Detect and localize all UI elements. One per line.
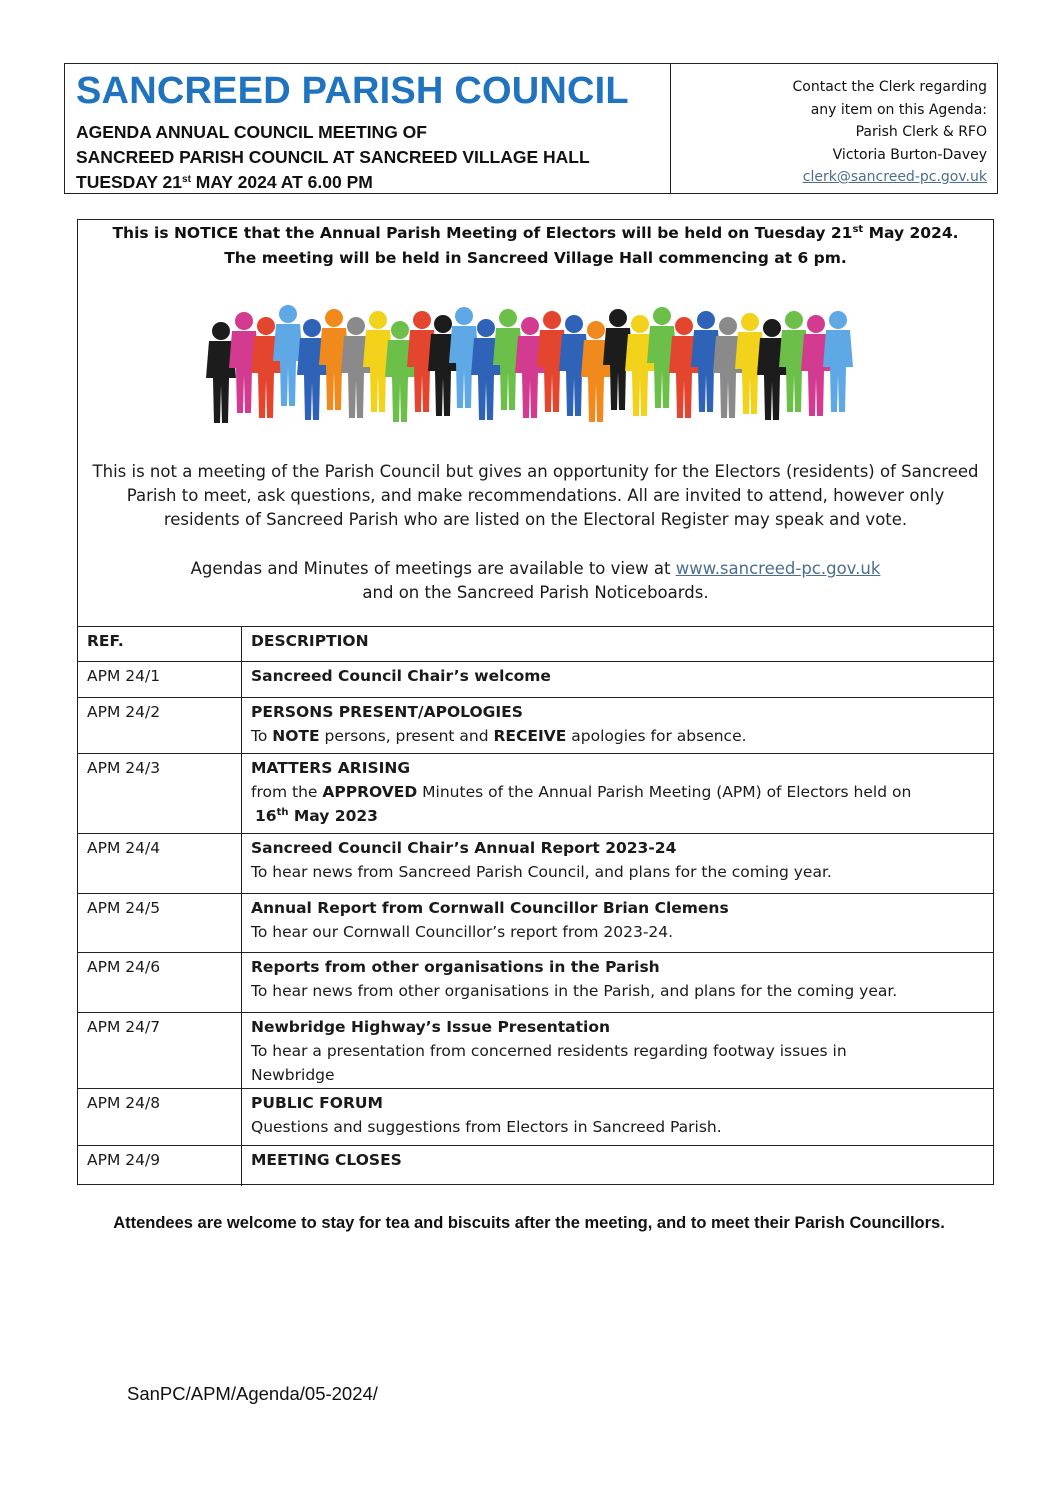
column-header-description: DESCRIPTION bbox=[242, 627, 994, 662]
date-suffix: st bbox=[182, 174, 191, 185]
contact-line: Parish Clerk & RFO bbox=[855, 124, 987, 140]
row-detail-text: Minutes of the Annual Parish Meeting (APM) of Electors held on bbox=[417, 783, 912, 801]
row-detail: To hear a presentation from concerned residents regarding footway issues in bbox=[251, 1042, 847, 1060]
notice-body-line: Parish to meet, ask questions, and make recommendations. All are invited to attend, however only bbox=[126, 486, 945, 505]
table-header-row bbox=[78, 627, 993, 662]
row-title: Annual Report from Cornwall Councillor Brian Clemens bbox=[251, 899, 729, 917]
crowd-illustration bbox=[166, 288, 884, 438]
row-detail: To hear news from Sancreed Parish Council, and plans for the coming year. bbox=[251, 863, 832, 881]
row-detail-bold: NOTE bbox=[272, 727, 320, 745]
row-description bbox=[242, 698, 994, 754]
row-title: PUBLIC FORUM bbox=[251, 1094, 383, 1112]
row-title: Sancreed Council Chair’s welcome bbox=[251, 667, 551, 685]
notice-line-1: This is NOTICE that the Annual Parish Meeting of Electors will be held on Tuesday 21 bbox=[112, 224, 853, 242]
date-suffix: st bbox=[852, 224, 864, 235]
notice-line-2: The meeting will be held in Sancreed Village Hall commencing at 6 pm. bbox=[224, 249, 847, 267]
meeting-date-rest: MAY 2024 AT 6.00 PM bbox=[190, 172, 373, 192]
row-detail bbox=[251, 724, 985, 748]
people-silhouettes bbox=[206, 305, 853, 423]
document-reference: SanPC/APM/Agenda/05-2024/ bbox=[127, 1383, 378, 1404]
row-detail bbox=[251, 780, 985, 804]
website-link[interactable]: www.sancreed-pc.gov.uk bbox=[675, 559, 881, 578]
header-title-block bbox=[65, 64, 671, 193]
clerk-name: Victoria Burton-Davey bbox=[832, 146, 987, 163]
row-ref: APM 24/8 bbox=[78, 1089, 242, 1146]
row-detail: Questions and suggestions from Electors in Sancreed Parish. bbox=[251, 1118, 722, 1136]
contact-line: Contact the Clerk regarding bbox=[792, 79, 987, 95]
row-ref: APM 24/1 bbox=[78, 662, 242, 698]
row-description bbox=[242, 662, 994, 698]
row-description bbox=[242, 1013, 994, 1089]
row-title: MATTERS ARISING bbox=[251, 759, 411, 777]
row-title: PERSONS PRESENT/APOLOGIES bbox=[251, 703, 523, 721]
row-title: Newbridge Highway’s Issue Presentation bbox=[251, 1018, 611, 1036]
row-ref: APM 24/6 bbox=[78, 953, 242, 1013]
row-ref: APM 24/4 bbox=[78, 834, 242, 894]
row-ref: APM 24/7 bbox=[78, 1013, 242, 1089]
row-detail-date bbox=[251, 804, 985, 828]
row-detail-text: apologies for absence. bbox=[566, 727, 747, 745]
row-ref: APM 24/9 bbox=[78, 1146, 242, 1186]
council-title: SANCREED PARISH COUNCIL bbox=[76, 70, 629, 112]
notice-box bbox=[77, 219, 994, 1185]
notice-body-line: This is not a meeting of the Parish Council but gives an opportunity for the Electors (residents) of Sancreed bbox=[92, 462, 979, 481]
agendas-text: Agendas and Minutes of meetings are available to view at bbox=[190, 559, 676, 578]
row-detail-text: To bbox=[251, 727, 273, 745]
column-header-ref: REF. bbox=[78, 627, 242, 662]
row-detail-text: from the bbox=[251, 783, 323, 801]
notice-line-1-end: May 2024. bbox=[863, 224, 959, 242]
date-suffix: th bbox=[276, 807, 289, 818]
date-rest: May 2023 bbox=[288, 807, 378, 825]
notice-description bbox=[78, 460, 993, 532]
notice-heading bbox=[78, 220, 993, 271]
agendas-availability bbox=[78, 557, 993, 605]
table-row bbox=[78, 1013, 993, 1089]
agenda-table bbox=[78, 626, 993, 1186]
row-description bbox=[242, 1089, 994, 1146]
row-title: MEETING CLOSES bbox=[251, 1151, 402, 1169]
row-detail: To hear our Cornwall Councillor’s report from 2023-24. bbox=[251, 923, 674, 941]
table-row bbox=[78, 662, 993, 698]
agenda-subtitle-1: AGENDA ANNUAL COUNCIL MEETING OF bbox=[76, 122, 427, 142]
clerk-email-link[interactable]: clerk@sancreed-pc.gov.uk bbox=[802, 169, 987, 185]
refreshments-note: Attendees are welcome to stay for tea and biscuits after the meeting, and to meet their Parish Councillors. bbox=[113, 1214, 945, 1232]
row-description bbox=[242, 834, 994, 894]
row-ref: APM 24/3 bbox=[78, 754, 242, 834]
table-row bbox=[78, 1146, 993, 1186]
document-header bbox=[64, 63, 998, 194]
meeting-date bbox=[76, 170, 670, 195]
row-detail: Newbridge bbox=[251, 1066, 335, 1084]
row-detail-text: persons, present and bbox=[319, 727, 494, 745]
row-title: Reports from other organisations in the Parish bbox=[251, 958, 660, 976]
row-description bbox=[242, 1146, 994, 1186]
table-row bbox=[78, 1089, 993, 1146]
table-row bbox=[78, 894, 993, 953]
table-row bbox=[78, 698, 993, 754]
row-detail-bold: APPROVED bbox=[322, 783, 418, 801]
table-row bbox=[78, 953, 993, 1013]
row-detail: To hear news from other organisations in the Parish, and plans for the coming year. bbox=[251, 982, 898, 1000]
clerk-contact bbox=[671, 64, 997, 193]
meeting-date-day: TUESDAY 21 bbox=[76, 172, 183, 192]
row-description bbox=[242, 953, 994, 1013]
agenda-subtitle-2: SANCREED PARISH COUNCIL AT SANCREED VILLAGE HALL bbox=[76, 147, 590, 167]
noticeboards-text: and on the Sancreed Parish Noticeboards. bbox=[362, 583, 709, 602]
date-day: 16 bbox=[255, 807, 277, 825]
row-description bbox=[242, 894, 994, 953]
table-row bbox=[78, 754, 993, 834]
row-ref: APM 24/2 bbox=[78, 698, 242, 754]
row-title: Sancreed Council Chair’s Annual Report 2023-24 bbox=[251, 839, 677, 857]
notice-body-line: residents of Sancreed Parish who are listed on the Electoral Register may speak and vote. bbox=[163, 510, 908, 529]
row-detail-bold: RECEIVE bbox=[493, 727, 567, 745]
row-ref: APM 24/5 bbox=[78, 894, 242, 953]
table-row bbox=[78, 834, 993, 894]
row-description bbox=[242, 754, 994, 834]
contact-line: any item on this Agenda: bbox=[810, 101, 987, 118]
